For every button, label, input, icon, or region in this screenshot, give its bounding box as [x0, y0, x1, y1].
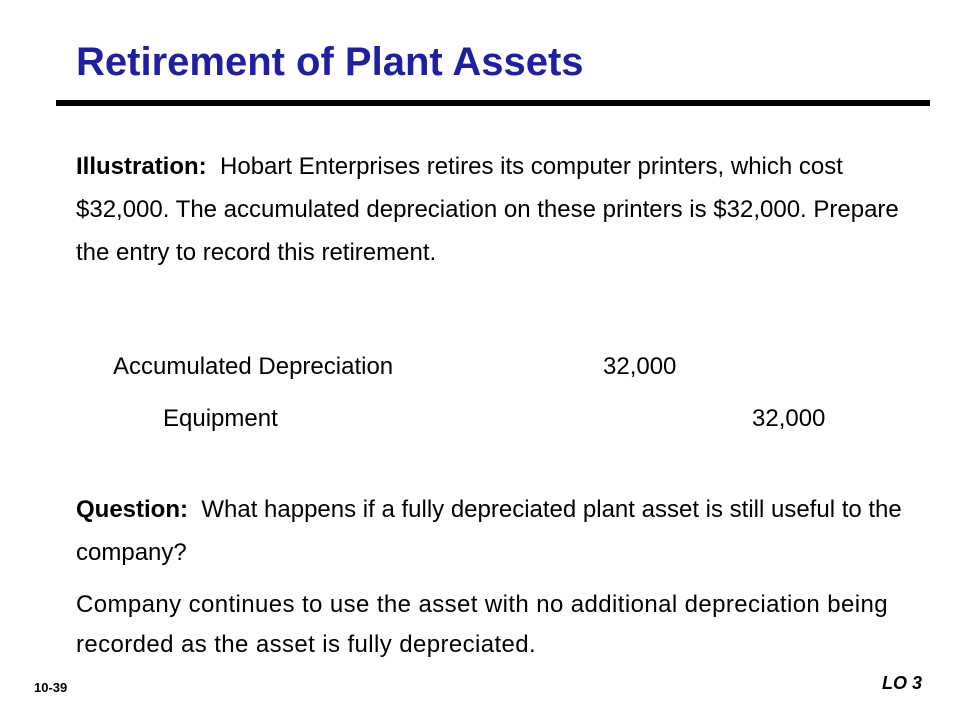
- illustration-text: Hobart Enterprises retires its computer printers, which cost $32,000. The accumulated depreciation on these printers is $32,000. Prepare the entry to record this retirement.: [76, 153, 899, 266]
- slide-title: Retirement of Plant Assets: [76, 40, 584, 84]
- slide-number: 10-39: [34, 680, 68, 695]
- answer-paragraph: Company continues to use the asset with no additional depreciation being recorded as the asset is fully depreciated.: [76, 591, 888, 658]
- title-underline: [56, 100, 930, 106]
- question-text: What happens if a fully depreciated plant asset is still useful to the company?: [76, 496, 902, 566]
- entry-debit-amount: 32,000: [603, 353, 677, 380]
- question-label: Question:: [76, 496, 188, 523]
- illustration-paragraph: [76, 145, 916, 274]
- learning-objective: LO 3: [881, 673, 922, 693]
- entry-debit-account: Accumulated Depreciation: [113, 353, 394, 380]
- entry-credit-amount: 32,000: [752, 405, 826, 432]
- question-paragraph: [76, 488, 916, 574]
- entry-credit-account: Equipment: [163, 405, 278, 432]
- illustration-label: Illustration:: [76, 153, 207, 180]
